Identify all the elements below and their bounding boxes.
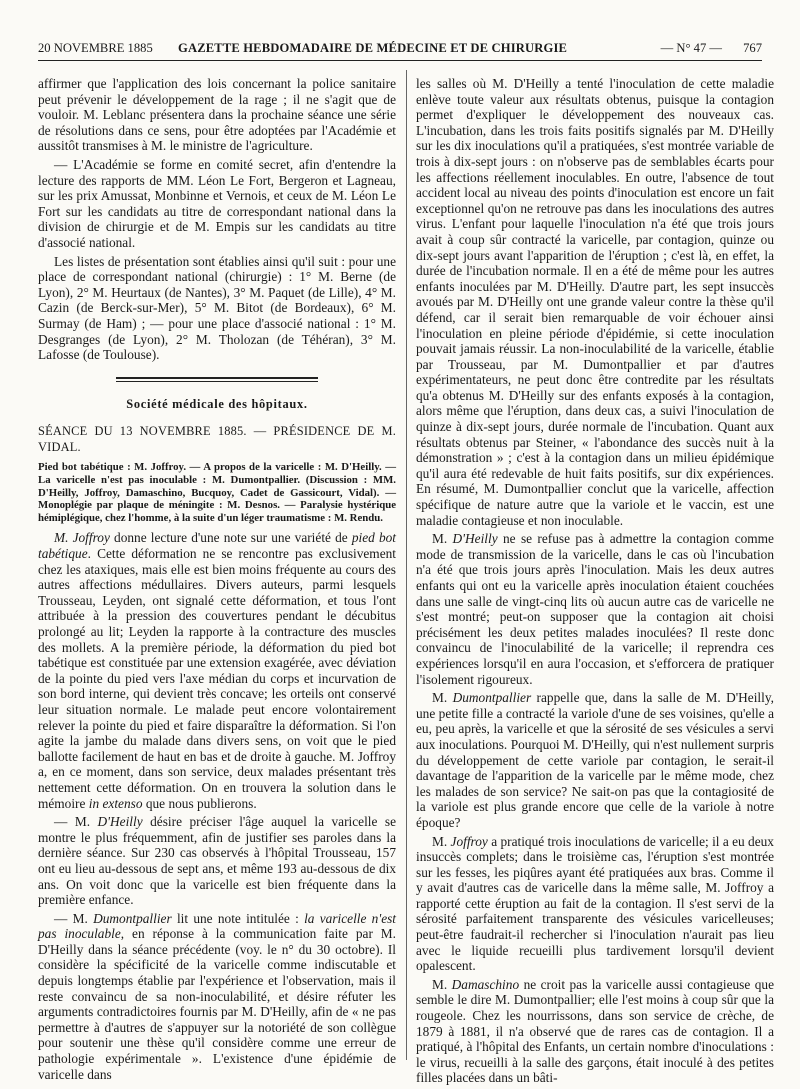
paragraph-dheilly-age [38, 814, 396, 908]
speaker-name: D'Heilly [452, 531, 498, 547]
paragraph-joffroy-inoculations [416, 834, 774, 974]
journal-title: GAZETTE HEBDOMADAIRE DE MÉDECINE ET DE CHIRURGIE [178, 41, 568, 55]
speaker-name: D'Heilly [97, 814, 143, 830]
header-rule [38, 60, 762, 61]
session-line: SÉANCE DU 13 NOVEMBRE 1885. — PRÉSIDENCE DE M. VIDAL. [38, 424, 396, 454]
text-run: — M. [54, 814, 98, 830]
paragraph-contagion: les salles où M. D'Heilly a tenté l'inoculation de cette maladie enlève toute valeur aux résultats obtenus, puisque la contagion permet d'expliquer le développement des nouveaux cas. L'incubation, dans les trois faits positifs signalés par M. D'Heilly sur les dix inoculations qu'il a pratiquées, s'est montrée variable de trois à dix-sept jours : on n'observe pas de semblables écarts pour les affections réellement inoculables. En outre, l'absence de tout accident local au niveau des points d'inoculation est encore un fait exceptionnel qu'on ne retrouve pas dans les inoculations des autres virus. L'enfant pour laquelle l'inoculation n'a été que trois jours avait à coup sûr contracté la varicelle, par contagion, quinze ou dix-sept jours avant l'apparition de l'éruption ; c'est là, en effet, la durée de l'incubation normale. Il en a été de même pour les autres enfants inoculées par M. D'Heilly. D'autre part, les sept insuccès avoués par M. D'Heilly ont une grande valeur contre la thèse qu'il défend, car il serait bien remarquable de voir échouer ainsi l'inoculation en pleine période d'épidémie, si cette inoculation pouvait jamais réussir. La non-inoculabilité de la varicelle, établie par Trousseau, par M. Dumontpallier et par d'autres expérimentateurs, ne peut donc être contredite par les résultats qu'a obtenus M. D'Heilly sur des enfants exposés à la contagion, alors même que l'éruption, dans deux cas, a suivi l'inoculation de quinze à dix-sept jours, durée normale de l'incubation. Quant aux résultats obtenus par Steiner, « l'abondance des succès nuit à la démonstration » ; c'est à la contagion dans un milieu épidémique qu'il aura été redevable de huit faits positifs, sur dix expériences. En résumé, M. Dumontpallier conclut que la varicelle, affection spécifique de nature autre que la variole et le vaccin, est une maladie contagieuse et non inoculable. [416, 76, 774, 528]
speaker-name: Dumontpallier [452, 690, 532, 706]
italic-term: in extenso [88, 795, 143, 811]
section-heading: Société médicale des hôpitaux. [126, 396, 308, 411]
speaker-name: M. Joffroy [54, 530, 110, 546]
speaker-name: Damaschino [451, 976, 520, 992]
text-run: rappelle que, dans la salle de M. D'Heilly, une petite fille a contracté la variole d'une de ses voisines, qu'elle a eu, peu après, la varicelle et que la sérosité de ses vésicules a servi aux inoculations. Pourquoi M. D'Heilly, qui n'est nullement surpris du développement de cette variole par contagion, le serait-il davantage de l'apparition de la varicelle par le même mode, chez les malades de son service? Ne sait-on pas que la contagiosité de la variole est plus grande encore que celle de la variole à notre époque? [416, 690, 774, 830]
text-run: lit une note intitulée : [171, 910, 305, 926]
paragraph-joffroy-pied-bot [38, 530, 396, 811]
text-run: que nous publierons. [142, 795, 257, 811]
paragraph-dumontpallier-reply [416, 690, 774, 830]
paragraph-listes: Les listes de présentation sont établies ainsi qu'il suit : pour une place de correspondant national (chirurgie) : 1° M. Berne (de Lyon), 2° M. Heurtaux (de Nantes), 3° M. Paquet (de Lille), 4° M. Cazin (de Berck-sur-Mer), 5° M. Bitot (de Bordeaux), 6° M. Surmay (de Ham) ; — pour une place d'associé national : 1° M. Desgranges (de Lyon), 2° M. Tholozan (de Téhéran), 3° M. Lafosse (de Toulouse). [38, 253, 396, 363]
text-run: M. [432, 531, 453, 547]
text-run: désire préciser l'âge auquel la varicelle se montre le plus fréquemment, afin de justifier ses paroles dans la dernière séance. Sur 230 cas observés à l'hôpital Trousseau, 157 ont eu lieu au-dessous de sept ans, et même 193 au-dessous de dix ans. On voit donc que la varicelle est bien fréquente dans la première enfance. [38, 814, 397, 908]
running-header [38, 41, 762, 59]
issue-number: — N° 47 — [660, 41, 722, 55]
paragraph-rage: affirmer que l'application des lois concernant la police sanitaire peut prévenir le développement de la rage ; il ne s'agit que de vouloir. M. Leblanc présentera dans la prochaine séance une série de résolutions dans ce sens, pour être adoptées par l'Académie et aussitôt transmises à M. le ministre de l'agriculture. [38, 76, 396, 154]
page-number: 767 [743, 41, 762, 55]
column-divider [406, 70, 407, 1060]
session-summary: Pied bot tabétique : M. Joffroy. — A propos de la varicelle : M. D'Heilly. — La varicelle n'est pas inoculable : M. Dumontpallier. (Discussion : MM. D'Heilly, Joffroy, Damaschino, Bucquoy, Cadet de Gassicourt, Vidal). — Monoplégie par plaque de méningite : M. Desnos. — Paralysie hystérique hémiplégique, chez l'homme, à la suite d'un léger traumatisme : M. Rendu. [38, 461, 396, 524]
speaker-name: Joffroy [450, 833, 488, 849]
text-run: ne se refuse pas à admettre la contagion comme mode de transmission de la varicelle, dans le cas où l'incubation n'a été que trois jours après l'inoculation. Mais les deux autres enfants qui ont eu la varicelle après inoculation étaient couchées dans une salle de vingt-cinq lits où aucun autre cas de varicelle ne s'est montré; peut-on supposer que la contagion ait choisi précisément les deux petites malades inoculées? Il reste donc convaincu de l'inoculabilité de la varicelle; il reprendra ces expériences lorsqu'il en aura l'occasion, et s'efforcera de pratiquer l'isolement rigoureux. [416, 531, 774, 687]
text-run: ne croit pas la varicelle aussi contagieuse que semble le dire M. Dumontpallier; elle l'est moins à coup sûr que la rougeole. Chez les nourrissons, dans son service de crèche, de 1879 à 1881, il n'a observé que de rares cas de contagion. Il a pratiqué, à l'hôpital des Enfants, un certain nombre d'inoculations : le virus, recueilli à la salle des garçons, était inoculé à des petites filles placées dans un bâti- [416, 976, 774, 1086]
text-run: , en réponse à la communication faite par M. D'Heilly dans la séance précédente (voy. le n° du 30 octobre). Il considère la spécificité de la varicelle comme indiscutable et depuis longtemps établie par l'expérience et l'observation, mais il reste convaincu de sa non-inoculabilité, et désire réfuter les arguments contradictoires fournis par M. D'Heilly, afin de « ne pas permettre à d'autres de s'appuyer sur la notoriété de son collègue pour soutenir une thèse qu'il considère comme une erreur de pathologie expérimentale ». L'existence d'une épidémie de varicelle dans [38, 926, 396, 1082]
paragraph-comite-secret: — L'Académie se forme en comité secret, afin d'entendre la lecture des rapports de MM. Léon Le Fort, Bergeron et Lagneau, sur les prix Amussat, Monbinne et Vernois, et ceux de M. Léon Le Fort sur les candidats au titre de correspondant national dans la division de chirurgie et de M. Empis sur les candidats au titre d'associé national. [38, 156, 396, 250]
text-run: . Cette déformation ne se rencontre pas exclusivement chez les ataxiques, mais elle est bien moins fréquente au cours des autres affections médullaires. Divers auteurs, parmi lesquels Trousseau, Leyden, ont signalé cette déformation, et tous l'ont attribuée à la pression des couvertures pendant le décubitus prolongé au lit; Leyden la rapporte à la contracture des muscles des mollets. A la première période, la déformation du pied bot tabétique est constituée par une extension exagérée, avec déviation de la pointe du pied vers l'axe médian du corps et incurvation de son bord interne, qui devient très concave; les orteils ont conservé leur situation normale. Le malade peut encore volontairement relever la pointe du pied et faire disparaître la déformation. Si l'on agite la jambe du malade dans divers sens, on voit que le pied ballotte facilement de haut en bas et de droite à gauche. M. Joffroy a, en ce moment, dans son service, deux malades présentant très nettement cette déformation. On en trouvera la solution dans le mémoire [38, 546, 396, 811]
text-run: donne lecture d'une note sur une variété de [109, 530, 352, 546]
section-separator [38, 375, 396, 383]
text-run: — M. [54, 910, 94, 926]
text-run: M. [432, 976, 452, 992]
right-column [416, 76, 774, 1089]
note-title: pied bot tabétique [38, 530, 396, 562]
paragraph-dheilly-reply [416, 531, 774, 687]
text-run: a pratiqué trois inoculations de varicelle; il a eu deux insuccès complets; dans le troisième cas, l'éruption s'est montrée sur les fesses, les piqûres ayant été pratiquées aux bras. Comme il y avait d'autres cas de varicelle dans la même salle, M. Joffroy a rapporté cette éruption au fait de la contagion. Il s'est servi de la sérosité parfaitement transparente des vésicules varicelleuses; peut-être faudrait-il rechercher si l'inoculation n'aurait pas lieu avec le liquide recueilli plus tardivement lorsqu'il devient opalescent. [416, 833, 774, 974]
issue-date: 20 NOVEMBRE 1885 [38, 41, 153, 55]
speaker-name: Dumontpallier [93, 910, 172, 926]
paragraph-dumontpallier-note [38, 911, 396, 1083]
text-run: M. [432, 690, 453, 706]
text-run: M. [432, 833, 451, 849]
left-column [38, 76, 396, 1085]
paragraph-damaschino [416, 977, 774, 1086]
note-title: la varicelle n'est pas inoculable [38, 910, 397, 942]
